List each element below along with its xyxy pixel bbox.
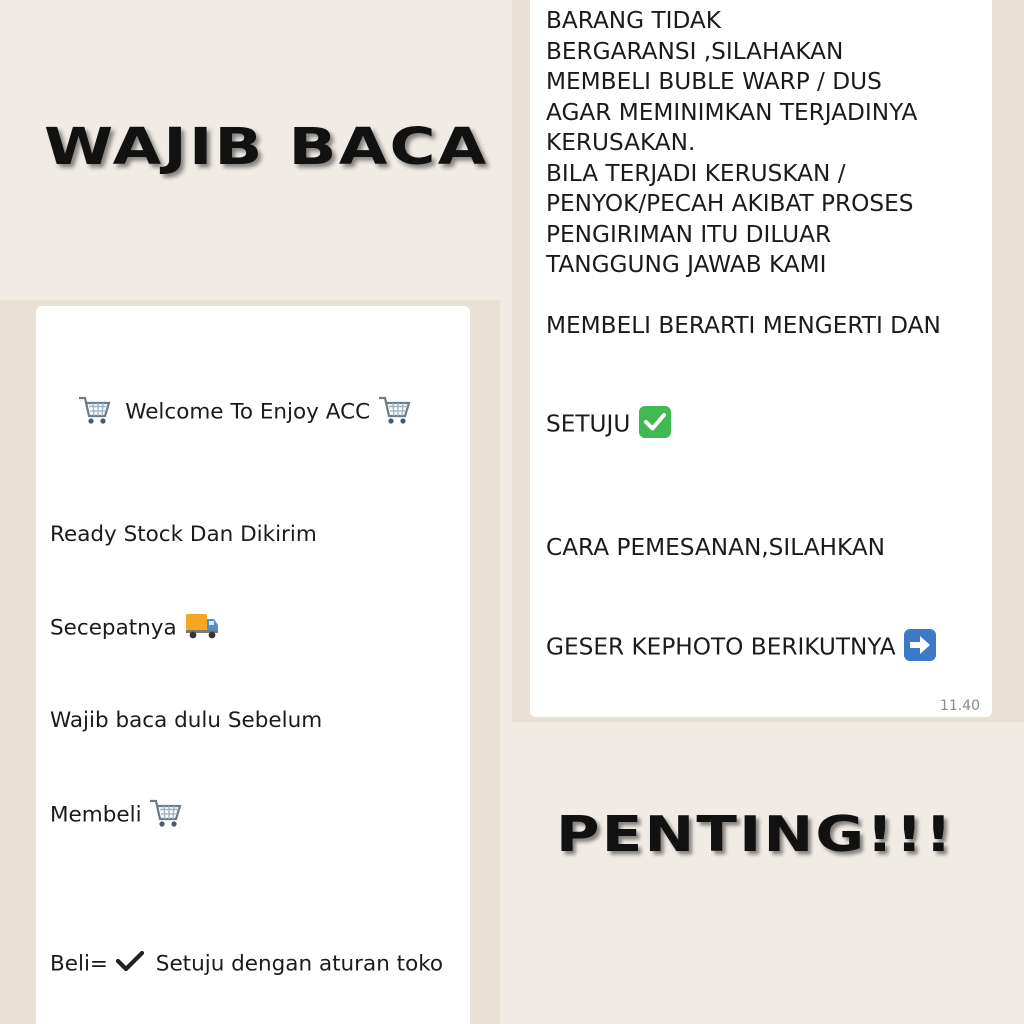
message-line: PENYOK/PECAH AKIBAT PROSES [546,190,914,217]
headline-wajib-baca: WAJIB BACA [44,118,489,177]
message-line [50,556,462,701]
message-line [50,310,462,515]
headline-penting: PENTING!!! [556,806,955,863]
message-line: BILA TERJADI KERUSKAN / [546,159,846,187]
chat-bubble-left [36,306,470,1024]
message-line: CARA PEMESANAN,SILAHKAN [546,534,885,561]
message-line: MEMBELI BERARTI MENGERTI DAN [546,311,941,339]
message-timestamp: 11.40 [939,697,980,714]
shopping-cart-icon [148,740,189,887]
shopping-cart-icon [77,337,118,484]
geser-text: GESER KEPHOTO BERIKUTNYA [546,633,903,660]
heavy-check-mark-icon [115,892,156,1024]
secepatnya-text: Secepatnya [50,615,184,641]
setuju-aturan-text: Setuju dengan aturan toko [155,951,444,977]
beli-text: Beli= [50,951,115,977]
chat-bubble-right [530,0,992,717]
setuju-text: SETUJU [546,410,638,438]
message-line: PENGIRIMAN ITU DILUAR [546,220,832,248]
message-line: AGAR MEMINIMKAN TERJADINYA [546,98,918,126]
shopping-cart-icon [377,337,418,484]
message-line: BERGARANSI ,SILAHAKAN [546,37,844,65]
message-line: TANGGUNG JAWAB KAMI [546,251,827,278]
message-line: KERUSAKAN. [546,129,696,156]
white-check-mark-button-icon [638,344,682,500]
message-line: Ready Stock Dan Dikirim [50,521,317,547]
message-line [546,570,982,718]
message-line [546,347,982,503]
message-line: Wajib baca dulu Sebelum [50,707,323,733]
welcome-text: Welcome To Enjoy ACC [118,399,377,425]
message-line [50,742,462,889]
delivery-truck-icon [184,553,225,698]
membeli-text: Membeli [50,802,149,828]
message-line: MEMBELI BUBLE WARP / DUS [546,68,882,95]
message-line: BARANG TIDAK [546,7,722,34]
message-line [50,895,462,1024]
